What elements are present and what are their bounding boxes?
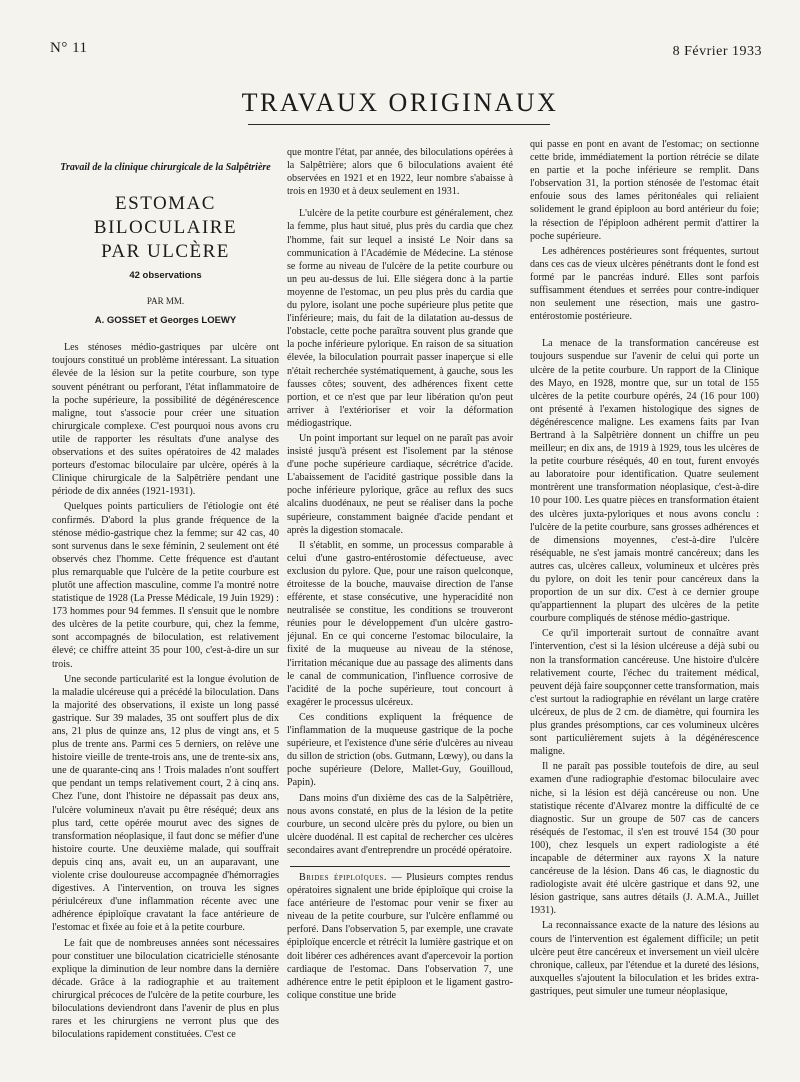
paragraph: Les sténoses médio-gastriques par ulcère ont toujours constitué un problème intéressant. La situation élevée de la lésion sur la petite courbure, son type souvent pénétrant ou perforant, l'état inflammatoire de la poche supérieure, la possibilité de dégénérescence maligne, tout s'associe pour créer une situation chirurgicale complexe. C'est pourquoi nous avons cru utile de rapporter les résultats d'une analyse des observations et des suites opératoires de 42 malades porteurs d'estomac biloculaire par ulcère, opérés à la Clinique chirurgicale de la Salpêtrière pendant une période de dix années (1921-1931). [52,342,279,498]
article-title-line-2: PAR ULCÈRE [101,241,230,262]
text-column-3 [530,138,759,1058]
byline-par: PAR MM. [146,296,185,307]
brides-text: — Plusieurs comptes rendus opératoires signalent une bride épiploïque qui croise la face antérieure de l'estomac pour venir se fixer au niveau de la petite courbure, sur l'ulcère enflammé ou perforé. Dans l'observation 5, par exemple, une cravate épiploïque encercle et rétrécit la lumière gastrique et on doit libérer ces adhérences avant d'apercevoir la portion cardiaque de l'estomac. Dans l'observation 7, une adhérence entre le petit épiploon et le ligament gastro-colique constitue une bride [287,871,513,1001]
paragraph: que montre l'état, par année, des biloculations opérées à la Salpêtrière; alors que 6 biloculations avaient été observées en 1921 et en 1922, leur nombre s'abaisse à trois en 1930 et à deux seulement en 1931. [287,147,513,198]
paragraph: Le fait que de nombreuses années sont nécessaires pour constituer une biloculation cicatricielle sténosante explique la diminution de leur nombre dans la dernière décade. Grâce à la radiographie et au traitement chirurgical précoces de l'ulcère de la petite courbure, les biloculations deviendront dans l'avenir de plus en plus rares et les chirurgiens ne verront plus que des biloculations rapidement constituées. C'est ce [52,937,279,1041]
article-title-line-1: ESTOMAC BILOCULAIRE [93,193,238,238]
institution-line: Travail de la clinique chirurgicale de la Salpêtrière [60,162,271,173]
paragraph: Une seconde particularité est la longue évolution de la maladie ulcéreuse qui a précédé la biloculation. Dans la majorité des observations, il existe un long passé gastrique. Sur 39 malades, 35 ont souffert plus de dix ans, 21 plus de quinze ans, 12 plus de vingt ans, et 5 plus de trente ans. Parmi ces 5 derniers, on relève une histoire vieille de trente-trois ans, une de trente-six ans, une de quarante-cinq ans ! Trois malades n'ont souffert que pendant un temps relativement court, 2 à cinq ans. Chez l'une, dont l'histoire ne dépassait pas deux ans, l'ulcère volumineux n'avait pu être réséqué; deux ans plus tard, cette opérée mourut avec des signes de transformation néoplasique, il faut donc se méfier d'une histoire courte. Une deuxième malade, qui souffrait depuis cinq ans, avait eu, un an auparavant, une violente crise douloureuse accompagnée d'hémorragies digestives. A l'intervention, on trouva les signes périulcéreux d'une inflammation récente avec une adhérence épiploïque cravatant la face antérieure de l'estomac et fixée au foie et à la petite courbure. [52,673,279,934]
paragraph: Quelques points particuliers de l'étiologie ont été confirmés. D'abord la plus grande fréquence de la sténose médio-gastrique chez la femme; sur 42 cas, 40 sont survenus dans le sexe féminin, 2 seulement ont été observés chez l'homme. Cette fréquence est d'autant plus remarquable que l'ulcère de la petite courbure est plutôt une affection masculine, comme l'a montré notre statistique de 1928 (La Presse Médicale, 19 Juin 1929) : 173 hommes pour 94 femmes. Il s'ensuit que le nombre des ulcères de la petite courbure, qui, chez la femme, sont accompagnés de biloculation, est relativement élevé; ce chiffre atteint 35 pour 100, c'est-à-dire un sur trois. [52,501,279,670]
section-title: TRAVAUX ORIGINAUX [241,88,559,117]
observations-count: 42 observations [129,270,202,281]
paragraph: qui passe en pont en avant de l'estomac; on sectionne cette bride, immédiatement la portion rétrécie se dilate en partie et la poche inférieure se remplit. Dans l'observation 31, la portion sténosée de l'estomac était enfouie sous des lames péritonéales qui reliaient solidement le grand épiploon au bord antérieur du foie; la résection de l'épiploon adhérent permit d'attirer la poche supérieure. [530,139,759,242]
paragraph: L'ulcère de la petite courbure est généralement, chez la femme, plus haut situé, plus près du cardia que chez l'homme, fait sur lequel a insisté Le Noir dans sa communication à l'Académie de Médecine. La sténose se forme au niveau de l'ulcère de la petite courbure ou un peu au-dessus de lui. Elle siégera donc à la partie moyenne de l'estomac, un peu plus près du cardia que du pylore, isolant une poche supérieure plus petite que l'inférieure; mais, du fait de la dilatation au-dessus de l'obstacle, cette poche paraîtra souvent plus grande que la poche inférieure pylorique. En raison de sa situation élevée, la biloculation pourrait passer inaperçue si elle n'était recherchée systématiquement, à gauche, sous les fausses côtes; souvent, des adhérences fixent cette portion, et ce n'est que par leur libération qu'on peut arriver à l'extérioriser et voir la déformation médiogastrique. [287,208,513,429]
paragraph: Ce qu'il importerait surtout de connaître avant l'intervention, c'est si la lésion ulcéreuse a déjà subi ou non la transformation cancéreuse. Une histoire d'ulcère relativement courte, l'échec du traitement médical, peuvent déjà faire soupçonner cette transformation, mais c'est surtout la radiographie en révélant un large cratère ulcéreux, de plus de 2 cm. de diamètre, qui fournira les plus grandes présomptions, car ces volumineux ulcères sont particulièrement sujets à la dégénérescence maligne. [530,628,759,758]
issue-number: N° 11 [50,40,88,56]
authors: A. GOSSET et Georges LOEWY [94,315,237,327]
paragraph: Il s'établit, en somme, un processus comparable à celui d'une gastro-entérostomie défectueuse, avec exclusion du pylore. Que, pour une raison quelconque, étroitesse de la bouche, mauvaise direction de l'anse efférente, et stase consécutive, une hyperacidité non neutralisée se constitue, les conditions se trouveront réunies pour le développement d'un ulcère gastro-jéjunal. En ce qui concerne l'estomac biloculaire, la fixité de la muqueuse au niveau de la sténose, l'irritation mécanique due au passage des aliments dans le canal de communication, l'influence corrosive de l'acidité de la poche supérieure, tout concourt à exagérer le processus ulcéreux. [287,539,513,708]
paragraph: Un point important sur lequel on ne paraît pas avoir insisté jusqu'à présent est l'isolement par la sténose d'une poche supérieure cardiaque, sécrétrice d'acide. L'abaissement de l'acidité gastrique possible dans la poche inférieure pylorique, grâce au reflux des sucs alcalins duodénaux, ne peut se réaliser dans la poche supérieure, constamment baignée d'acide pendant et après la digestion stomacale. [287,432,513,536]
paragraph: Il ne paraît pas possible toutefois de dire, au seul examen d'une radiographie d'estomac biloculaire avec niche, si la lésion est déjà cancéreuse ou non. Une statistique récente d'Alvarez montre la difficulté de ce diagnostic. Sur un groupe de 507 cas de cancers réséqués de l'estomac, il s'en est trouvé 154 (30 pour 100), chez lesquels un expert radiologiste a été incapable de déterminer aux rayons X la nature cancéreuse de la lésion. Dans 46 cas, le diagnostic du radiologiste avait été ulcère gastrique et dans 92, une lésion gastrique, sans autres détails (J. A.M.A., Juillet 1931). [530,761,759,917]
text-column-1 [52,146,279,1066]
brides-label: Brides épiploïques. [299,871,387,883]
section-rule [248,124,550,125]
paragraph: Dans moins d'un dixième des cas de la Salpêtrière, nous avons constaté, en plus de la lésion de la petite courbure, un second ulcère près du pylore, ou bien un ulcère duodénal. Il est capital de rechercher ces ulcères secondaires avant d'entreprendre un procédé opératoire. [287,792,513,856]
paragraph: Les adhérences postérieures sont fréquentes, surtout dans ces cas de vieux ulcères pénétrants dont le fond est formé par le pancréas induré. Elles sont parfois suffisamment étendues et serrées pour contre-indiquer non seulement une résection, mais une gastro-entérostomie postérieure. [530,245,759,323]
text-column-2 [287,146,513,1066]
article-title [52,192,279,264]
paragraph-brides [287,871,513,1002]
section-divider [290,866,510,867]
issue-date: 8 Février 1933 [672,44,762,59]
paragraph: Ces conditions expliquent la fréquence de l'inflammation de la muqueuse gastrique de la poche supérieure, et l'existence d'une série d'ulcères au niveau du sillon de striction (obs. Gutmann, Lœwy), ou dans la poche supérieure (Delore, Mallet-Guy, Gouilloud, Papin). [287,711,513,789]
page-header [0,0,800,130]
paragraph: La reconnaissance exacte de la nature des lésions au cours de l'intervention est également difficile; un petit ulcère peut être cancéreux et inversement un vieil ulcère chronique, calleux, par l'étendue et la dureté des lésions, auxquelles s'ajoutent la biloculation et les brides extra-gastriques, peut simuler une tumeur néoplasique, [530,920,759,997]
paragraph: La menace de la transformation cancéreuse est toujours suspendue sur l'avenir de celui qui porte un ulcère de la petite courbure. Un rapport de la Clinique des Mayo, en 1928, montre que, sur un total de 155 ulcères de la petite courbure opérés, 24 (16 pour 100) ont présenté à l'examen histologique des signes de dégénérescence maligne. Les examens faits par Ivan Bertrand à la Salpêtrière donnent un chiffre un peu meilleur; en dix ans, de 1919 à 1929, tous les ulcères de la petite courbure réséqués, 40 en tout, furent envoyés au laboratoire pour identification. Quatre seulement montrèrent une transformation néoplasique, c'est-à-dire 10 pour 100. Les quatre pièces en transformation étaient des ulcères juxta-pyloriques et nous avons conclu : l'ulcère de la petite courbure, sans grosses adhérences et de dimensions moyennes, c'est-à-dire l'ulcère réséquable, ne s'est jamais montré cancéreux; dans les autres cas, ulcères calleux, volumineux et ulcères près du pylore, on doit les tenir pour cancéreux dans la proportion de un sur dix. C'est à ce dernier groupe qu'appartiennent la plupart des ulcères de la petite courbure compliqués de sténose médio-gastrique. [530,338,759,625]
